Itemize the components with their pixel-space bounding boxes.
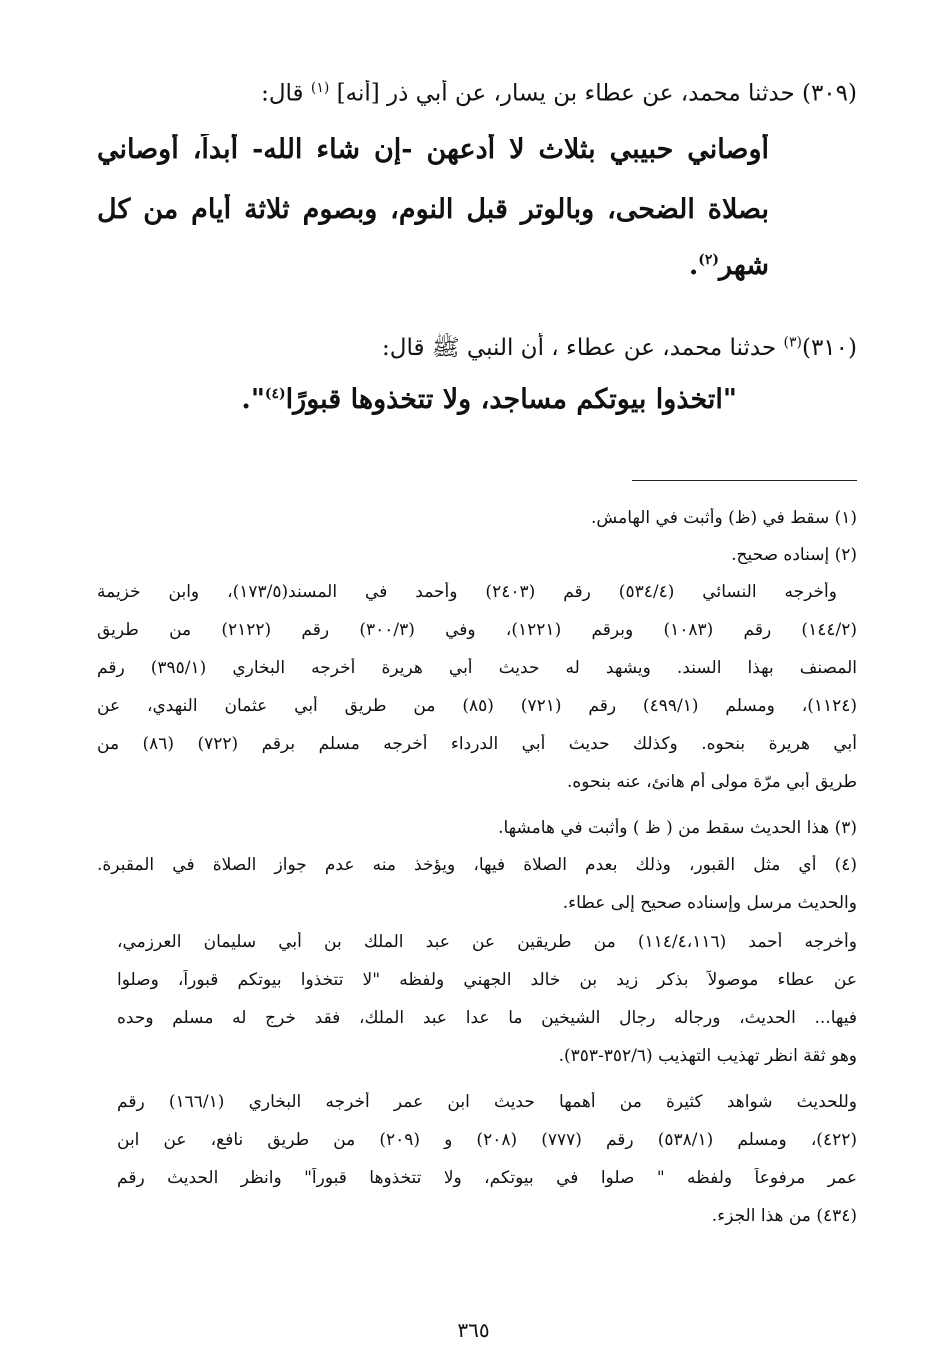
hadith-309-matn-line-2: بصلاة الضحى، وبالوتر قبل النوم، وبصوم ثلاثة أيام من كل xyxy=(97,194,769,225)
footnote-ref-2: (٢) xyxy=(698,252,720,268)
footnote-3: (٣) هذا الحديث سقط من ( ظ ) وأثبت في هامشها. xyxy=(498,818,857,838)
hadith-309-isnad: (٣٠٩) حدثنا محمد، عن عطاء بن يسار، عن أبي ذر [أنه] xyxy=(336,80,857,107)
footnote-ref-3: (٣) xyxy=(783,334,802,351)
hadith-310-closing-quote: ". xyxy=(241,384,265,415)
footnote-line: وأخرجه النسائي (٥٣٤/٤) رقم (٢٤٠٣) وأحمد في المسند(١٧٣/٥)، وابن خزيمة xyxy=(97,582,837,602)
footnote-line: وهو ثقة انظر تهذيب التهذيب (٣٥٢/٦-٣٥٣). xyxy=(558,1046,857,1066)
footnote-line: (١١٢٤)، ومسلم (٤٩٩/١) رقم (٧٢١) (٨٥) من طريق أبي عثمان النهدي، عن xyxy=(97,696,857,716)
hadith-310-isnad: حدثنا محمد، عن عطاء ، أن النبي ﷺ قال: xyxy=(382,335,777,361)
footnote-ref-4: (٤) xyxy=(264,386,286,402)
footnote-line: والحديث مرسل وإسناده صحيح إلى عطاء. xyxy=(562,893,857,913)
footnote-line: وللحديث شواهد كثيرة من أهمها حديث ابن عمر أخرجه البخاري (١٦٦/١) رقم xyxy=(117,1092,857,1112)
footnote-line: وأخرجه أحمد (١١٤/٤،١١٦) من طريقين عن عبد الملك بن أبي سليمان العرزمي، xyxy=(117,932,857,952)
footnote-separator xyxy=(632,480,857,481)
footnote-line: المصنف بهذا السند. ويشهد له حديث أبي هريرة أخرجه البخاري (٣٩٥/١) رقم xyxy=(97,658,857,678)
footnote-line: أبي هريرة بنحوه. وكذلك حديث أبي الدرداء أخرجه مسلم برقم (٧٢٢) (٨٦) من xyxy=(97,734,857,754)
footnote-line: فيها... الحديث، ورجاله رجال الشيخين ما عدا عبد الملك، فقد خرج له مسلم وحده xyxy=(117,1008,857,1028)
footnote-line: (٤٣٤) من هذا الجزء. xyxy=(711,1206,857,1226)
hadith-309-matn-line-3 xyxy=(97,250,769,281)
footnote-2: (٢) إسناده صحيح. xyxy=(731,545,857,565)
hadith-309-matn-line-1: أوصاني حبيبي بثلاث لا أدعهن -إن شاء الله- أبداً، أوصاني xyxy=(97,134,769,165)
footnote-1: (١) سقط في (ظ) وأثبت في الهامش. xyxy=(591,508,857,528)
footnote-line: (١٤٤/٢) رقم (١٠٨٣) وبرقم (١٢٢١)، وفي (٣٠٠/٣) رقم (٢١٢٢) من طريق xyxy=(97,620,857,640)
footnote-4: (٤) أي مثل القبور، وذلك بعدم الصلاة فيها، ويؤخذ منه عدم جواز الصلاة في المقبرة. xyxy=(97,855,857,875)
page-number: ٣٦٥ xyxy=(457,1318,490,1342)
hadith-310-number: (٣١٠) xyxy=(801,335,857,361)
footnote-line: عمر مرفوعاً ولفظه " صلوا في بيوتكم، ولا تتخذوها قبوراً" وانظر الحديث رقم xyxy=(117,1168,857,1188)
footnote-line: (٤٢٢)، ومسلم (٥٣٨/١) رقم (٧٧٧) (٢٠٨) و (٢٠٩) من طريق نافع، عن ابن xyxy=(117,1130,857,1150)
hadith-309-period: . xyxy=(688,250,699,281)
footnote-ref-1: (١) xyxy=(310,80,330,96)
hadith-310-matn xyxy=(97,384,737,415)
hadith-310-intro xyxy=(97,333,857,367)
footnote-line: طريق أبي مرّة مولى أم هانئ، عنه بنحوه. xyxy=(567,772,857,792)
hadith-309-matn-end-word: شهر xyxy=(719,250,769,281)
hadith-309-intro xyxy=(97,80,857,107)
hadith-309-qala: قال: xyxy=(261,80,304,107)
hadith-310-matn-text: "اتخذوا بيوتكم مساجد، ولا تتخذوها قبورًا xyxy=(285,384,737,415)
footnote-line: عن عطاء موصولاً بذكر زيد بن خالد الجهني ولفظه "لا تتخذوا بيوتكم قبوراً، وصلوا xyxy=(117,970,857,990)
